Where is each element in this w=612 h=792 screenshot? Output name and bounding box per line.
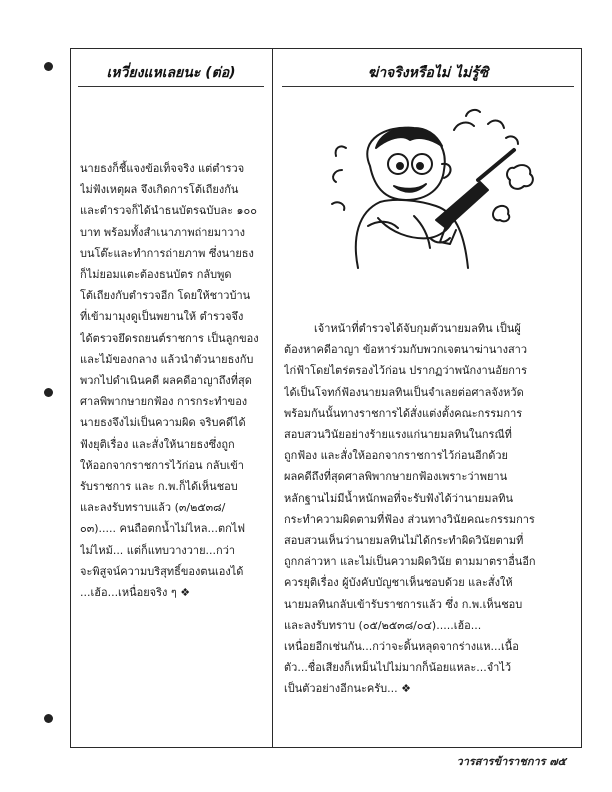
text-line: จะพิสูจน์ความบริสุทธิ์ของตนเองได้ — [80, 564, 244, 578]
text-line: ฟังยุติเรื่อง และสั่งให้นายธงซึ่งถูก — [80, 437, 235, 451]
text-line: ๐๓)..... คนถือตกน้ำไม่ไหล...ตกไฟ — [80, 522, 246, 536]
text-line: ให้ออกจากราชการไว้ก่อน กลับเข้า — [80, 458, 244, 472]
text-line: สอบสวนเห็นว่านายมลทินไม่ได้กระทำผิดวินัยตามที่ — [284, 534, 524, 548]
text-line: เป็นตัวอย่างอีกนะครับ... ❖ — [284, 682, 411, 696]
left-column-heading: เหวี่ยงแหเลยนะ (ต่อ) — [78, 60, 264, 87]
binder-hole-bottom — [44, 714, 53, 723]
text-line: โต้เถียงกับตำรวจอีก โดยให้ชาวบ้าน — [80, 289, 251, 303]
text-line: รับราชการ และ ก.พ.ก็ได้เห็นชอบ — [80, 480, 238, 494]
text-line: นายธงจึงไม่เป็นความผิด จริบคดีได้ — [80, 416, 246, 430]
text-line: ที่เข้ามามุงดูเป็นพยานให้ ตำรวจจึง — [80, 310, 244, 324]
text-line: ต้องหาคดีอาญา ข้อหาร่วมกับพวกเจตนาฆ่านางสาว — [284, 343, 528, 357]
text-line: บาท พร้อมทั้งสำเนาภาพถ่ายมาวาง — [80, 225, 246, 239]
text-line: และลงรับทราบ (๐๕/๒๕๓๘/๐๔).....เฮ้อ... — [284, 618, 482, 632]
text-line: และลงรับทราบแล้ว (๓/๒๕๓๘/ — [80, 501, 226, 515]
text-line: นายธงก็ชี้แจงข้อเท็จจริง แต่ตำรวจ — [80, 162, 245, 175]
page-footer: วารสารข้าราชการ ๗๕ — [456, 755, 566, 768]
text-line: ไก่ฟ้าโดยไตร่ตรองไว้ก่อน ปรากฏว่าพนักงานอัยการ — [284, 364, 528, 378]
text-line: เหนื่อยอีกเช่นกัน...กว่าจะดิ้นหลุดจากร่างแห...เนื้อ — [284, 640, 519, 654]
text-line: ควรยุติเรื่อง ผู้บังคับบัญชาเห็นชอบด้วย และสั่งให้ — [284, 576, 513, 590]
text-line: และตำรวจก็ได้นำธนบัตรฉบับละ ๑๐๐ — [80, 204, 257, 218]
text-line: สอบสวนวินัยอย่างร้ายแรงแก่นายมลทินในกรณีที่ — [284, 428, 512, 442]
text-line: ถูกฟ้อง และสั่งให้ออกจากราชการไว้ก่อนอีกด้วย — [284, 449, 509, 463]
text-line: เจ้าหน้าที่ตำรวจได้จับกุมตัวนายมลทิน เป็นผู้ — [314, 322, 521, 335]
cartoon-man-with-gun-illustration — [318, 108, 540, 270]
text-line: ไม่ฟังเหตุผล จึงเกิดการโต้เถียงกัน — [80, 183, 239, 197]
text-line: และไม้ของกลาง แล้วนำตัวนายธงกับ — [80, 352, 254, 366]
text-line: ได้เป็นโจทก์ฟ้องนายมลทินเป็นจำเลยต่อศาลจังหวัด — [284, 385, 524, 399]
text-line: หลักฐานไม่มีน้ำหนักพอที่จะรับฟังได้ว่านายมลทิน — [284, 491, 514, 505]
right-column-heading: ฆ่าจริงหรือไม่ ไม่รู้ซิ — [282, 60, 574, 87]
binder-hole-middle — [44, 388, 53, 397]
left-column-body — [80, 158, 266, 603]
binder-hole-top — [44, 62, 53, 71]
text-line: ไม่ไหม้... แต่ก็แทบวางวาย...กว่า — [80, 543, 236, 557]
text-line: ศาลพิพากษายกฟ้อง การกระทำของ — [80, 395, 248, 409]
text-line: ...เฮ้อ...เหนื่อยจริง ๆ ❖ — [80, 586, 191, 600]
text-line: ตัว...ชื่อเสียงก็เหม็นไปไม่มากก็น้อยแหละ...จำไว้ — [284, 661, 512, 675]
text-line: พวกไปดำเนินคดี ผลคดีอาญาถึงที่สุด — [80, 374, 252, 388]
text-line: ผลคดีถึงที่สุดศาลพิพากษายกฟ้องเพราะว่าพยาน — [284, 470, 508, 484]
text-line: นายมลทินกลับเข้ารับราชการแล้ว ซึ่ง ก.พ.เห็นชอบ — [284, 597, 523, 611]
text-line: พร้อมกันนั้นทางราชการได้สั่งแต่งตั้งคณะกรรมการ — [284, 406, 523, 420]
text-line: ถูกกล่าวหา และไม่เป็นความผิดวินัย ตามมาตราอื่นอีก — [284, 555, 536, 569]
text-line: ได้ตรวจยึดรถยนต์ราชการ เป็นลูกของ — [80, 331, 259, 345]
right-column-body — [284, 318, 572, 700]
text-line: บนโต๊ะและทำการถ่ายภาพ ซึ่งนายธง — [80, 246, 254, 260]
text-line: กระทำความผิดตามที่ฟ้อง ส่วนทางวินัยคณะกรรมการ — [284, 512, 535, 526]
text-line: ก็ไม่ยอมแตะต้องธนบัตร กลับพูด — [80, 268, 232, 282]
column-divider — [272, 48, 273, 748]
